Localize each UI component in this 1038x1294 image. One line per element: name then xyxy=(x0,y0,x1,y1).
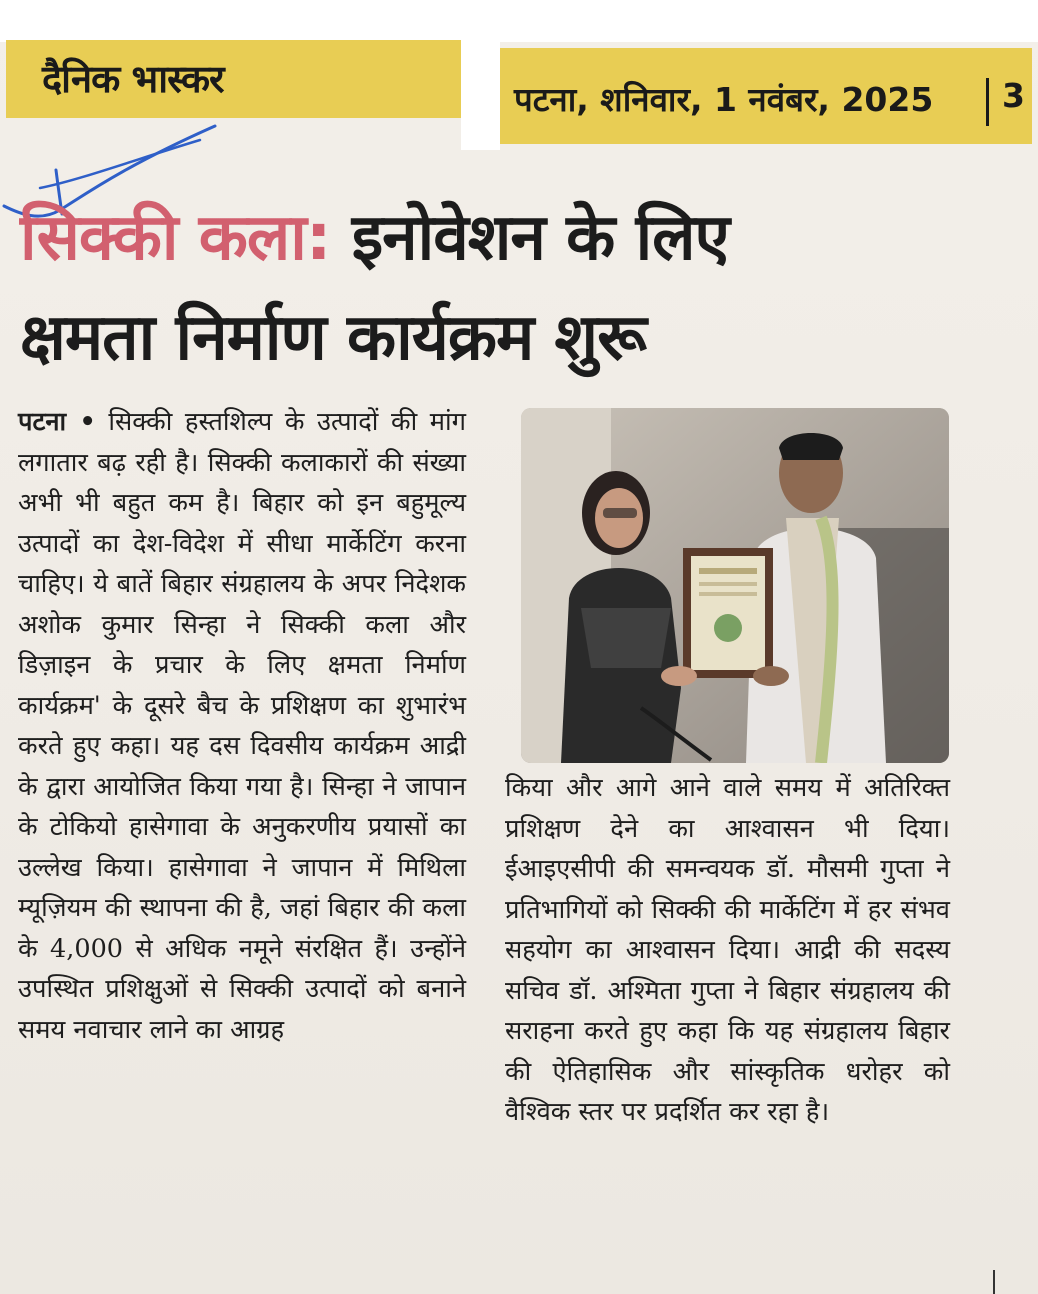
top-margin xyxy=(0,0,1038,42)
page-divider xyxy=(986,78,989,126)
column-rule xyxy=(993,1270,995,1294)
cut-gap xyxy=(461,0,500,150)
headline xyxy=(20,188,1030,388)
headline-kicker: सिक्की कला: xyxy=(20,201,331,275)
article-text-left: सिक्की हस्तशिल्प के उत्पादों की मांग लगातार बढ़ रही है। सिक्की कलाकारों की संख्या अभी भी बहुत कम है। बिहार को इन बहुमूल्य उत्पादों का देश-विदेश में सीधा मार्केटिंग करना चाहिए। ये बातें बिहार संग्रहालय के अपर निदेशक अशोक कुमार सिन्हा ने सिक्की कला और डिज़ाइन के प्रचार के लिए क्षमता निर्माण कार्यक्रम' के दूसरे बैच के प्रशिक्षण का शुभारंभ करते हुए कहा। यह दस दिवसीय कार्यक्रम आद्री के द्वारा आयोजित किया गया है। सिन्हा ने जापान के टोकियो हासेगावा के अनुकरणीय प्रयासों का उल्लेख किया। हासेगावा ने जापान में मिथिला म्यूज़ियम की स्थापना की है, जहां बिहार की कला के 4,000 से अधिक नमूने संरक्षित हैं। उन्होंने उपस्थित प्रशिक्षुओं से सिक्की उत्पादों को बनाने समय नवाचार लाने का आग्रह xyxy=(18,407,466,1045)
article-column-right: किया और आगे आने वाले समय में अतिरिक्त प्रशिक्षण देने का आश्वासन भी दिया। ईआइएसीपी की समन्वयक डॉ. मौसमी गुप्ता ने प्रतिभागियों को सिक्की की मार्केटिंग में हर संभव सहयोग का आश्वासन दिया। आद्री की सदस्य सचिव डॉ. अश्मिता गुप्ता ने बिहार संग्रहालय की सराहना करते हुए कहा कि यह संग्रहालय बिहार की ऐतिहासिक और सांस्कृतिक धरोहर को वैश्विक स्तर पर प्रदर्शित कर रहा है। xyxy=(505,773,950,1127)
headline-line-2: क्षमता निर्माण कार्यक्रम शुरू xyxy=(20,301,646,375)
article-column-left xyxy=(18,402,466,1050)
headline-line-1-rest: इनोवेशन के लिए xyxy=(330,201,729,275)
newspaper-brand: दैनिक भास्कर xyxy=(42,57,224,101)
news-photo-illustration xyxy=(521,408,949,763)
headline-line-1 xyxy=(20,188,1030,288)
news-photo xyxy=(521,408,949,763)
article-place: पटना • xyxy=(18,407,96,437)
dateline: पटना, शनिवार, 1 नवंबर, 2025 xyxy=(514,80,934,119)
page-number: 3 xyxy=(1002,76,1025,115)
